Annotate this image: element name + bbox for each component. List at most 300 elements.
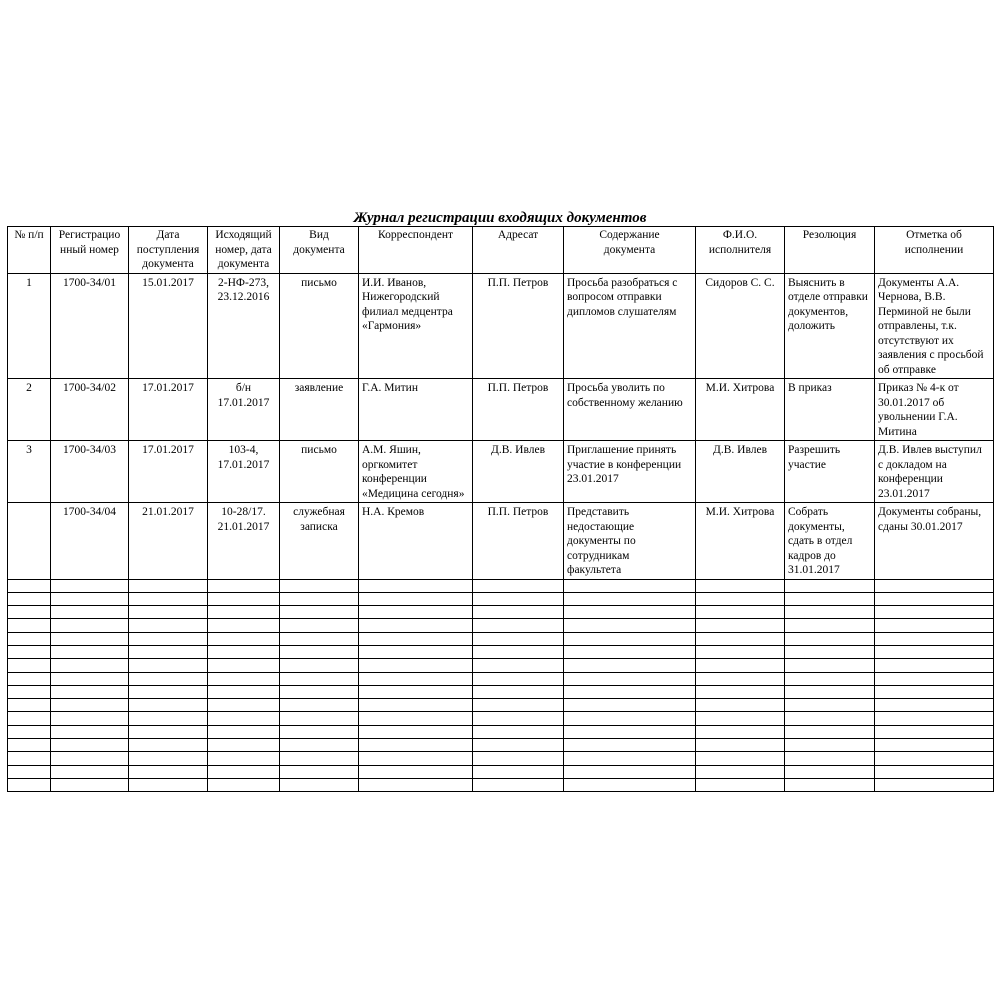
empty-cell (280, 685, 359, 698)
cell-resolution (785, 503, 875, 580)
empty-cell (696, 606, 785, 619)
cell-executor: М.И. Хитрова (696, 379, 785, 441)
empty-cell (473, 619, 564, 632)
empty-cell (696, 739, 785, 752)
empty-cell (8, 685, 51, 698)
table-row (8, 379, 994, 441)
header-content (564, 227, 696, 274)
empty-cell (129, 725, 208, 738)
empty-cell (564, 739, 696, 752)
header-text: исполнении (904, 243, 964, 256)
cell-text: сданы 30.01.2017 (878, 520, 963, 533)
empty-cell (359, 739, 473, 752)
header-executor (696, 227, 785, 274)
empty-cell (129, 752, 208, 765)
empty-cell (785, 619, 875, 632)
header-text: Исходящий (215, 229, 272, 241)
empty-cell (8, 752, 51, 765)
cell-text: 10-28/17. (221, 506, 266, 518)
empty-cell (875, 606, 994, 619)
cell-text: Представить (567, 506, 630, 518)
empty-cell (208, 699, 280, 712)
empty-cell (564, 765, 696, 778)
empty-cell (208, 712, 280, 725)
empty-table-row (8, 606, 994, 619)
cell-doc-type (280, 441, 359, 503)
empty-cell (280, 778, 359, 791)
empty-table-row (8, 752, 994, 765)
cell-text: Выяснить в (788, 276, 845, 289)
empty-cell (280, 699, 359, 712)
cell-text: участие (788, 458, 827, 471)
cell-addressee: П.П. Петров (473, 273, 564, 379)
cell-completion (875, 379, 994, 441)
empty-cell (359, 765, 473, 778)
header-doc-type (280, 227, 359, 274)
cell-addressee: П.П. Петров (473, 379, 564, 441)
empty-cell (129, 606, 208, 619)
cell-content (564, 503, 696, 580)
cell-executor: Сидоров С. С. (696, 273, 785, 379)
empty-cell (359, 606, 473, 619)
cell-addressee: П.П. Петров (473, 503, 564, 580)
empty-cell (280, 619, 359, 632)
registration-journal-table (7, 226, 994, 792)
empty-cell (129, 765, 208, 778)
empty-cell (359, 699, 473, 712)
cell-date-received: 15.01.2017 (129, 273, 208, 379)
empty-cell (208, 579, 280, 592)
empty-cell (473, 645, 564, 658)
cell-text: конференции (878, 473, 943, 485)
cell-text: Просьба уволить по (567, 382, 665, 394)
empty-cell (280, 645, 359, 658)
empty-cell (785, 752, 875, 765)
empty-cell (280, 579, 359, 592)
empty-cell (208, 592, 280, 605)
empty-cell (208, 752, 280, 765)
header-resolution (785, 227, 875, 274)
empty-cell (473, 579, 564, 592)
cell-text: отсутствуют их (878, 334, 954, 347)
empty-cell (564, 672, 696, 685)
empty-cell (208, 632, 280, 645)
cell-text: 103-4, (228, 444, 259, 456)
cell-completion (875, 441, 994, 503)
empty-cell (8, 619, 51, 632)
cell-text: служебная (293, 506, 345, 518)
empty-cell (875, 699, 994, 712)
empty-table-row (8, 645, 994, 658)
cell-date-received: 17.01.2017 (129, 441, 208, 503)
cell-text: недостающие (567, 520, 635, 533)
cell-correspondent (359, 441, 473, 503)
header-text: Ф.И.О. (722, 229, 758, 241)
header-correspondent (359, 227, 473, 274)
header-text: документа (603, 243, 656, 256)
empty-cell (51, 619, 129, 632)
empty-table-row (8, 778, 994, 791)
empty-cell (129, 699, 208, 712)
empty-cell (875, 712, 994, 725)
empty-cell (473, 752, 564, 765)
empty-cell (473, 778, 564, 791)
empty-cell (785, 765, 875, 778)
empty-cell (785, 725, 875, 738)
empty-cell (359, 778, 473, 791)
empty-cell (473, 672, 564, 685)
empty-cell (129, 632, 208, 645)
empty-cell (8, 765, 51, 778)
cell-completion (875, 503, 994, 580)
cell-correspondent (359, 379, 473, 441)
cell-text: кадров до (788, 549, 836, 562)
empty-cell (359, 645, 473, 658)
cell-text: конференции (362, 473, 427, 485)
empty-cell (473, 606, 564, 619)
empty-cell (696, 765, 785, 778)
cell-text: 23.01.2017 (567, 473, 619, 485)
cell-outgoing (208, 379, 280, 441)
empty-cell (51, 606, 129, 619)
empty-cell (696, 712, 785, 725)
empty-table-row (8, 739, 994, 752)
header-text: № п/п (14, 229, 44, 241)
cell-text: 2-НФ-273, (218, 276, 269, 289)
empty-cell (564, 778, 696, 791)
empty-cell (8, 579, 51, 592)
empty-cell (359, 712, 473, 725)
empty-cell (875, 632, 994, 645)
empty-cell (208, 645, 280, 658)
empty-cell (875, 645, 994, 658)
cell-outgoing (208, 273, 280, 379)
table-row (8, 503, 994, 580)
cell-resolution (785, 441, 875, 503)
cell-text: Разрешить (788, 444, 841, 456)
table-row (8, 273, 994, 379)
empty-cell (359, 752, 473, 765)
cell-text: Н.А. Кремов (362, 506, 425, 518)
cell-content (564, 273, 696, 379)
empty-cell (8, 659, 51, 672)
header-text: документа (217, 258, 270, 270)
empty-cell (473, 592, 564, 605)
empty-cell (8, 632, 51, 645)
cell-text: Д.В. Ивлев выступил (878, 444, 982, 456)
cell-completion (875, 273, 994, 379)
empty-cell (875, 752, 994, 765)
cell-text: отправлены, т.к. (878, 320, 957, 332)
empty-cell (564, 606, 696, 619)
cell-text: записка (300, 520, 338, 533)
empty-cell (564, 659, 696, 672)
empty-cell (208, 659, 280, 672)
empty-cell (51, 752, 129, 765)
cell-text: «Медицина сегодня» (362, 487, 465, 500)
cell-text: Приказ № 4-к от (878, 382, 959, 394)
empty-cell (875, 778, 994, 791)
cell-text: Документы собраны, (878, 506, 982, 518)
cell-text: Митина (878, 425, 917, 438)
empty-cell (564, 579, 696, 592)
cell-text: дипломов слушателям (567, 305, 677, 318)
empty-cell (696, 592, 785, 605)
empty-cell (785, 645, 875, 658)
cell-reg-number: 1700-34/01 (51, 273, 129, 379)
empty-cell (208, 619, 280, 632)
cell-reg-number: 1700-34/03 (51, 441, 129, 503)
cell-text: отделе отправки (788, 291, 868, 303)
header-text: Регистрацио (58, 229, 121, 241)
cell-num: 3 (8, 441, 51, 503)
empty-table-row (8, 685, 994, 698)
empty-cell (208, 606, 280, 619)
empty-cell (473, 725, 564, 738)
empty-cell (696, 659, 785, 672)
header-text: документа (142, 258, 194, 270)
header-text: документа (293, 243, 345, 256)
header-text: исполнителя (708, 243, 772, 256)
empty-cell (359, 632, 473, 645)
empty-cell (280, 659, 359, 672)
empty-cell (8, 606, 51, 619)
empty-cell (280, 592, 359, 605)
empty-cell (208, 725, 280, 738)
cell-text: б/н (235, 382, 252, 394)
cell-text: Документы А.А. (878, 276, 960, 289)
empty-cell (8, 739, 51, 752)
cell-text: Собрать (788, 506, 829, 518)
empty-cell (51, 765, 129, 778)
empty-cell (785, 659, 875, 672)
cell-num: 1 (8, 273, 51, 379)
empty-cell (785, 699, 875, 712)
header-text: Содержание (599, 229, 660, 241)
empty-cell (785, 712, 875, 725)
cell-date-received: 17.01.2017 (129, 379, 208, 441)
cell-text: оргкомитет (362, 458, 418, 471)
empty-cell (359, 672, 473, 685)
empty-cell (359, 592, 473, 605)
empty-cell (696, 645, 785, 658)
empty-cell (875, 765, 994, 778)
cell-text: об отправке (878, 363, 936, 376)
empty-cell (696, 619, 785, 632)
empty-cell (51, 712, 129, 725)
header-date-received (129, 227, 208, 274)
cell-reg-number: 1700-34/04 (51, 503, 129, 580)
empty-cell (359, 579, 473, 592)
empty-cell (280, 765, 359, 778)
empty-table-row (8, 712, 994, 725)
empty-cell (785, 592, 875, 605)
empty-cell (8, 712, 51, 725)
empty-cell (696, 699, 785, 712)
empty-cell (8, 645, 51, 658)
empty-cell (129, 659, 208, 672)
empty-cell (8, 592, 51, 605)
empty-cell (564, 752, 696, 765)
cell-executor: Д.В. Ивлев (696, 441, 785, 503)
empty-cell (51, 645, 129, 658)
cell-text: филиал медцентра (362, 305, 453, 318)
empty-cell (875, 659, 994, 672)
cell-correspondent (359, 503, 473, 580)
cell-text: вопросом отправки (567, 291, 662, 303)
empty-cell (208, 739, 280, 752)
empty-cell (129, 592, 208, 605)
empty-cell (129, 672, 208, 685)
empty-cell (280, 606, 359, 619)
empty-cell (696, 685, 785, 698)
empty-cell (208, 765, 280, 778)
cell-text: 17.01.2017 (217, 396, 270, 409)
cell-text: Приглашение принять (567, 444, 677, 456)
empty-cell (280, 672, 359, 685)
cell-text: 30.01.2017 об (878, 396, 945, 409)
cell-text: Перминой не были (878, 305, 971, 318)
header-text: нный номер (60, 243, 119, 256)
cell-text: Просьба разобраться с (567, 276, 678, 289)
cell-num (8, 503, 51, 580)
cell-text: заявление (294, 382, 344, 394)
cell-text: Г.А. Митин (362, 382, 418, 394)
cell-resolution (785, 273, 875, 379)
empty-cell (359, 685, 473, 698)
header-text: Вид (309, 229, 329, 241)
empty-cell (208, 672, 280, 685)
empty-cell (785, 579, 875, 592)
header-text: Корреспондент (377, 229, 454, 241)
table-row (8, 441, 994, 503)
empty-cell (785, 685, 875, 698)
cell-text: сдать в отдел (788, 535, 853, 547)
empty-cell (473, 659, 564, 672)
empty-cell (785, 632, 875, 645)
empty-cell (8, 699, 51, 712)
empty-cell (875, 685, 994, 698)
cell-text: Чернова, В.В. (878, 291, 946, 303)
empty-cell (208, 778, 280, 791)
empty-cell (359, 725, 473, 738)
empty-cell (280, 632, 359, 645)
empty-cell (473, 699, 564, 712)
empty-cell (51, 579, 129, 592)
empty-cell (564, 592, 696, 605)
header-addressee (473, 227, 564, 274)
cell-text: участие в конференции (567, 458, 682, 471)
cell-text: письмо (301, 276, 337, 289)
empty-table-row (8, 579, 994, 592)
empty-cell (359, 619, 473, 632)
header-outgoing (208, 227, 280, 274)
header-text: Адресат (497, 229, 539, 241)
cell-text: документов, (788, 305, 849, 318)
cell-text: «Гармония» (362, 320, 422, 332)
cell-resolution (785, 379, 875, 441)
cell-text: И.И. Иванов, (362, 276, 427, 289)
document-title: Журнал регистрации входящих документов (353, 210, 647, 226)
empty-cell (696, 632, 785, 645)
cell-text: 17.01.2017 (217, 458, 270, 471)
cell-text: 23.12.2016 (217, 291, 270, 303)
empty-cell (564, 685, 696, 698)
empty-cell (875, 739, 994, 752)
cell-date-received: 21.01.2017 (129, 503, 208, 580)
empty-cell (875, 725, 994, 738)
empty-cell (51, 739, 129, 752)
cell-num: 2 (8, 379, 51, 441)
empty-cell (129, 579, 208, 592)
cell-text: 21.01.2017 (217, 520, 270, 533)
empty-cell (359, 659, 473, 672)
header-text: Дата (156, 229, 180, 241)
cell-doc-type (280, 503, 359, 580)
empty-cell (280, 752, 359, 765)
cell-text: письмо (301, 444, 337, 456)
empty-cell (473, 632, 564, 645)
empty-cell (696, 579, 785, 592)
cell-text: документы по (567, 535, 636, 547)
empty-cell (696, 672, 785, 685)
header-text: номер, дата (215, 243, 272, 256)
empty-table-row (8, 765, 994, 778)
header-text: поступления (136, 243, 200, 256)
cell-addressee: Д.В. Ивлев (473, 441, 564, 503)
empty-cell (51, 659, 129, 672)
empty-cell (280, 725, 359, 738)
empty-cell (51, 699, 129, 712)
empty-cell (8, 672, 51, 685)
cell-text: В приказ (788, 382, 832, 394)
cell-correspondent (359, 273, 473, 379)
empty-cell (564, 632, 696, 645)
cell-text: А.М. Яшин, (362, 444, 421, 456)
empty-cell (51, 725, 129, 738)
cell-text: факультета (567, 564, 622, 576)
empty-cell (875, 579, 994, 592)
empty-cell (473, 685, 564, 698)
cell-text: увольнении Г.А. (878, 411, 958, 423)
empty-cell (875, 619, 994, 632)
empty-cell (51, 778, 129, 791)
empty-cell (280, 712, 359, 725)
empty-table-row (8, 672, 994, 685)
cell-text: 31.01.2017 (788, 564, 840, 576)
cell-text: 23.01.2017 (878, 487, 930, 500)
empty-cell (564, 712, 696, 725)
empty-cell (8, 725, 51, 738)
empty-cell (473, 765, 564, 778)
empty-cell (129, 685, 208, 698)
empty-table-row (8, 592, 994, 605)
empty-table-row (8, 632, 994, 645)
empty-cell (785, 778, 875, 791)
header-completion (875, 227, 994, 274)
empty-cell (785, 739, 875, 752)
empty-cell (208, 685, 280, 698)
empty-cell (696, 752, 785, 765)
header-text: Отметка об (906, 229, 962, 241)
empty-cell (564, 645, 696, 658)
empty-table-row (8, 725, 994, 738)
table-body (8, 273, 994, 792)
cell-doc-type (280, 273, 359, 379)
cell-text: документы, (788, 520, 845, 533)
header-reg-number (51, 227, 129, 274)
empty-cell (51, 672, 129, 685)
